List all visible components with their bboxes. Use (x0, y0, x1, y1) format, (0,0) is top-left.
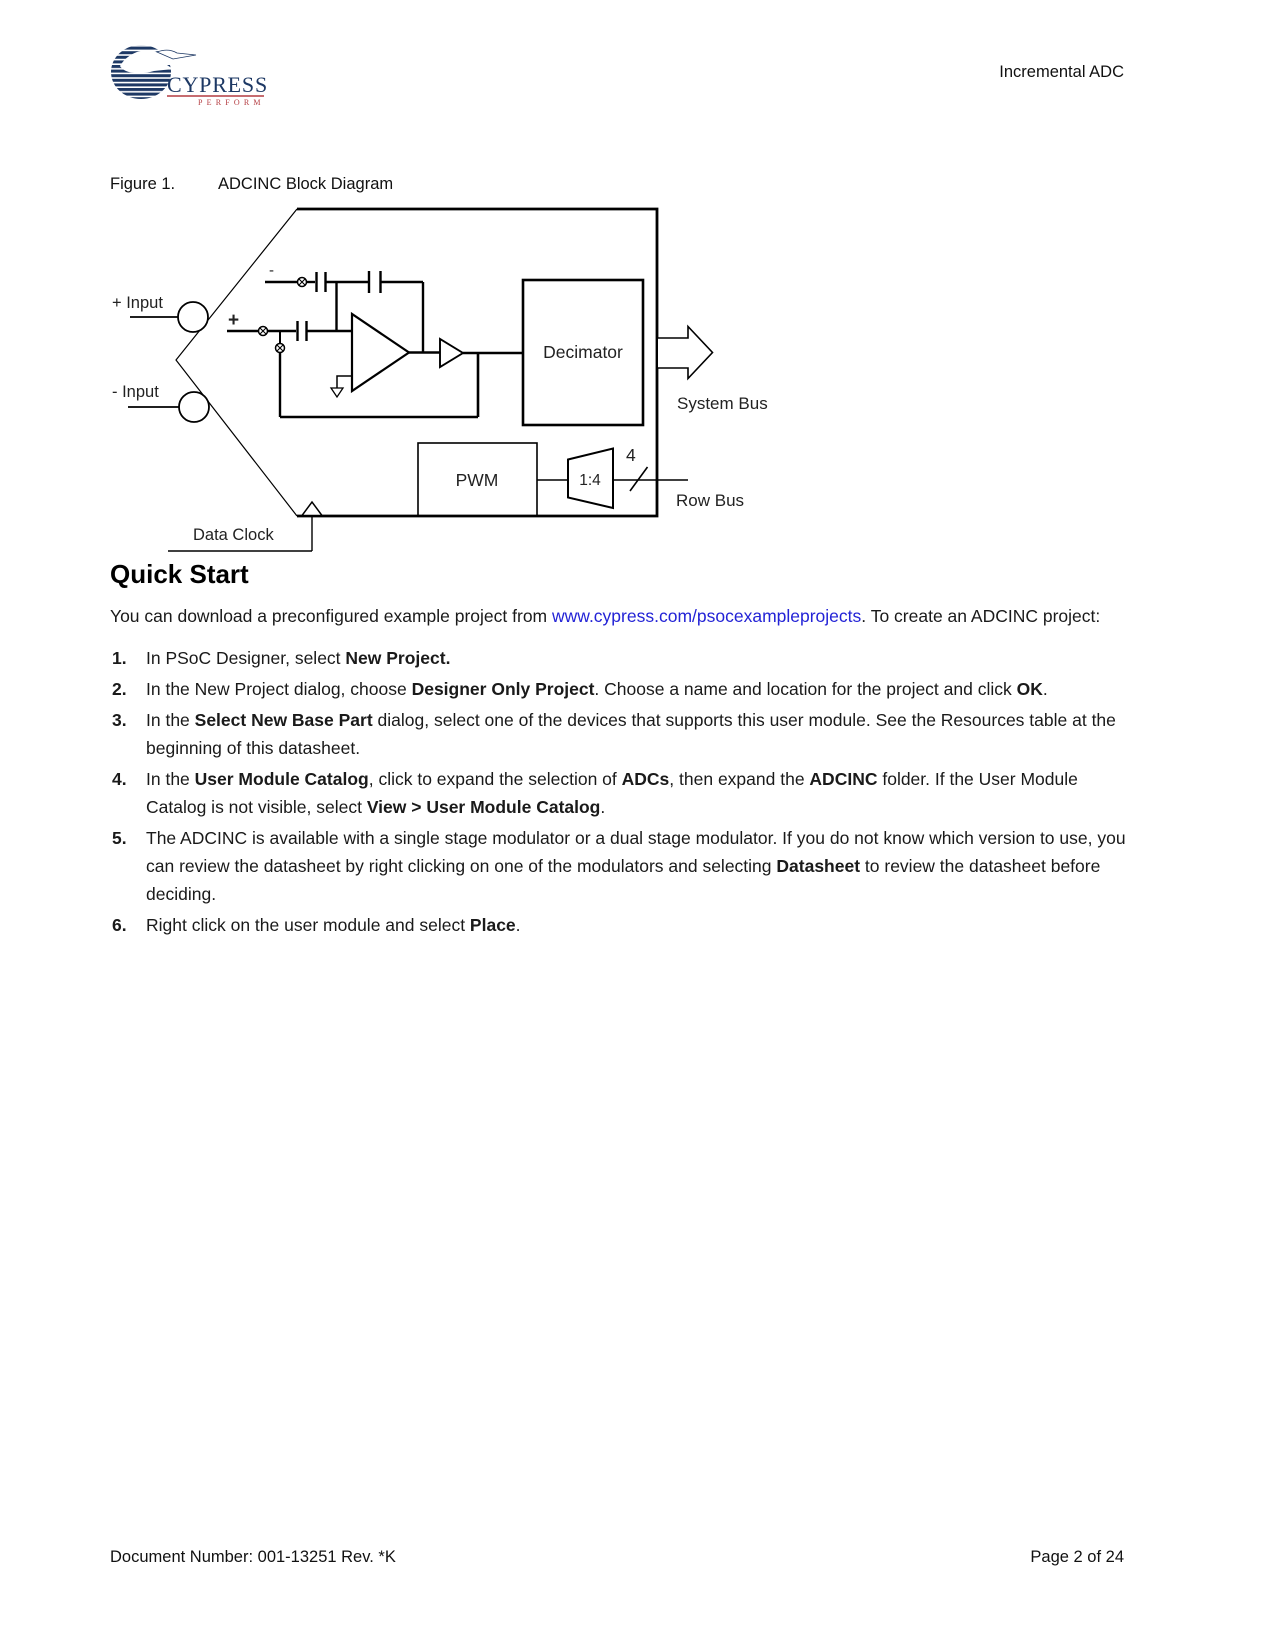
clock-input-icon (302, 502, 322, 516)
steps-list (110, 644, 1126, 939)
step-number: 1. (112, 648, 127, 668)
example-projects-link[interactable]: www.cypress.com/psocexampleprojects (552, 606, 862, 626)
comparator-icon (440, 339, 463, 367)
step-text-bold: Datasheet (776, 856, 861, 876)
adcinc-block-diagram (100, 195, 790, 560)
bus-width-label: 4 (626, 445, 636, 465)
figure-caption (110, 175, 393, 194)
step-number: 3. (112, 710, 127, 730)
step-text: Right click on the user module and select (146, 915, 470, 935)
cypress-logo (110, 42, 280, 115)
step-number: 4. (112, 769, 127, 789)
step-number: 5. (112, 828, 127, 848)
data-clock-label: Data Clock (193, 526, 274, 544)
switch-icon (298, 278, 307, 287)
minus-input-pin (179, 392, 209, 422)
step-text: . Choose a name and location for the project and click (594, 679, 1017, 699)
minus-input-label: - Input (112, 383, 159, 401)
opamp-icon (352, 314, 409, 391)
plus-input-label: + Input (112, 294, 163, 312)
step-text: The ADCINC is available with a single stage modulator or a dual stage modulator. If you do not know which version to use, you can review the datasheet by right clicking on one of the modulators and selecting (146, 828, 1126, 876)
step-text: , click to expand the selection of (368, 769, 622, 789)
step-text-bold: View > User Module Catalog (366, 797, 601, 817)
capacitor-icon (317, 272, 326, 292)
step-text: to review the datasheet before deciding. (146, 856, 1101, 904)
intro-text-after-link: . To create an ADCINC project: (861, 606, 1101, 626)
step-text: . (600, 797, 606, 817)
switch-icon (259, 327, 268, 336)
page-title: Incremental ADC (999, 63, 1124, 81)
step-text-bold: ADCs (621, 769, 670, 789)
step-text-bold: Select New Base Part (194, 710, 373, 730)
step-text: In PSoC Designer, select (146, 648, 346, 668)
step-text: . (1042, 679, 1048, 699)
step-text: . (515, 915, 521, 935)
logo-brand-text: CYPRESS (167, 72, 268, 97)
plus-input-pin (178, 302, 208, 332)
step-text: dialog, select one of the devices that supports this user module. See the Resources table at the beginning of this datasheet. (146, 710, 1116, 758)
page-footer (110, 1548, 1124, 1567)
step-number: 2. (112, 679, 127, 699)
list-item (110, 824, 1126, 908)
step-text-bold: Designer Only Project (411, 679, 595, 699)
step-text: folder. If the User Module Catalog is not visible, select (146, 769, 1078, 817)
intro-paragraph (110, 603, 1126, 629)
mux-ratio-label: 1:4 (579, 472, 601, 489)
page-number: Page 2 of 24 (1030, 1548, 1124, 1566)
list-item (110, 644, 1126, 672)
system-bus-label: System Bus (677, 394, 768, 413)
document-number: Document Number: 001-13251 Rev. *K (110, 1548, 396, 1566)
logo-tagline-text: PERFORM (198, 98, 265, 107)
step-text: In the (146, 769, 195, 789)
step-text: In the New Project dialog, choose (146, 679, 412, 699)
list-item (110, 911, 1126, 939)
list-item (110, 765, 1126, 821)
list-item (110, 706, 1126, 762)
step-text: In the (146, 710, 195, 730)
list-item (110, 675, 1126, 703)
step-number: 6. (112, 915, 127, 935)
capacitor-icon (298, 321, 307, 341)
quick-start-section (110, 560, 1126, 942)
step-text-bold: OK (1016, 679, 1043, 699)
section-heading: Quick Start (110, 559, 249, 589)
step-text: , then expand the (669, 769, 810, 789)
cypress-logo-graphic (110, 42, 280, 110)
pwm-label: PWM (455, 470, 499, 490)
figure-title: ADCINC Block Diagram (218, 175, 394, 193)
switch-icon (276, 344, 285, 353)
decimator-label: Decimator (543, 342, 623, 362)
intro-text-before-link: You can download a preconfigured example project from (110, 606, 552, 626)
step-text-bold: User Module Catalog (194, 769, 369, 789)
plus-sign-label: + (228, 310, 240, 331)
figure-label: Figure 1. (110, 175, 176, 193)
step-text-bold: ADCINC (809, 769, 878, 789)
step-text-bold: Place (469, 915, 516, 935)
row-bus-label: Row Bus (676, 491, 745, 510)
step-text-bold: New Project. (345, 648, 451, 668)
minus-sign-label: - (269, 262, 274, 279)
bus-width-slash-icon (630, 467, 648, 491)
ground-icon (331, 388, 343, 397)
system-bus-arrow-icon (658, 327, 713, 379)
feedback-capacitor-icon (369, 271, 381, 293)
